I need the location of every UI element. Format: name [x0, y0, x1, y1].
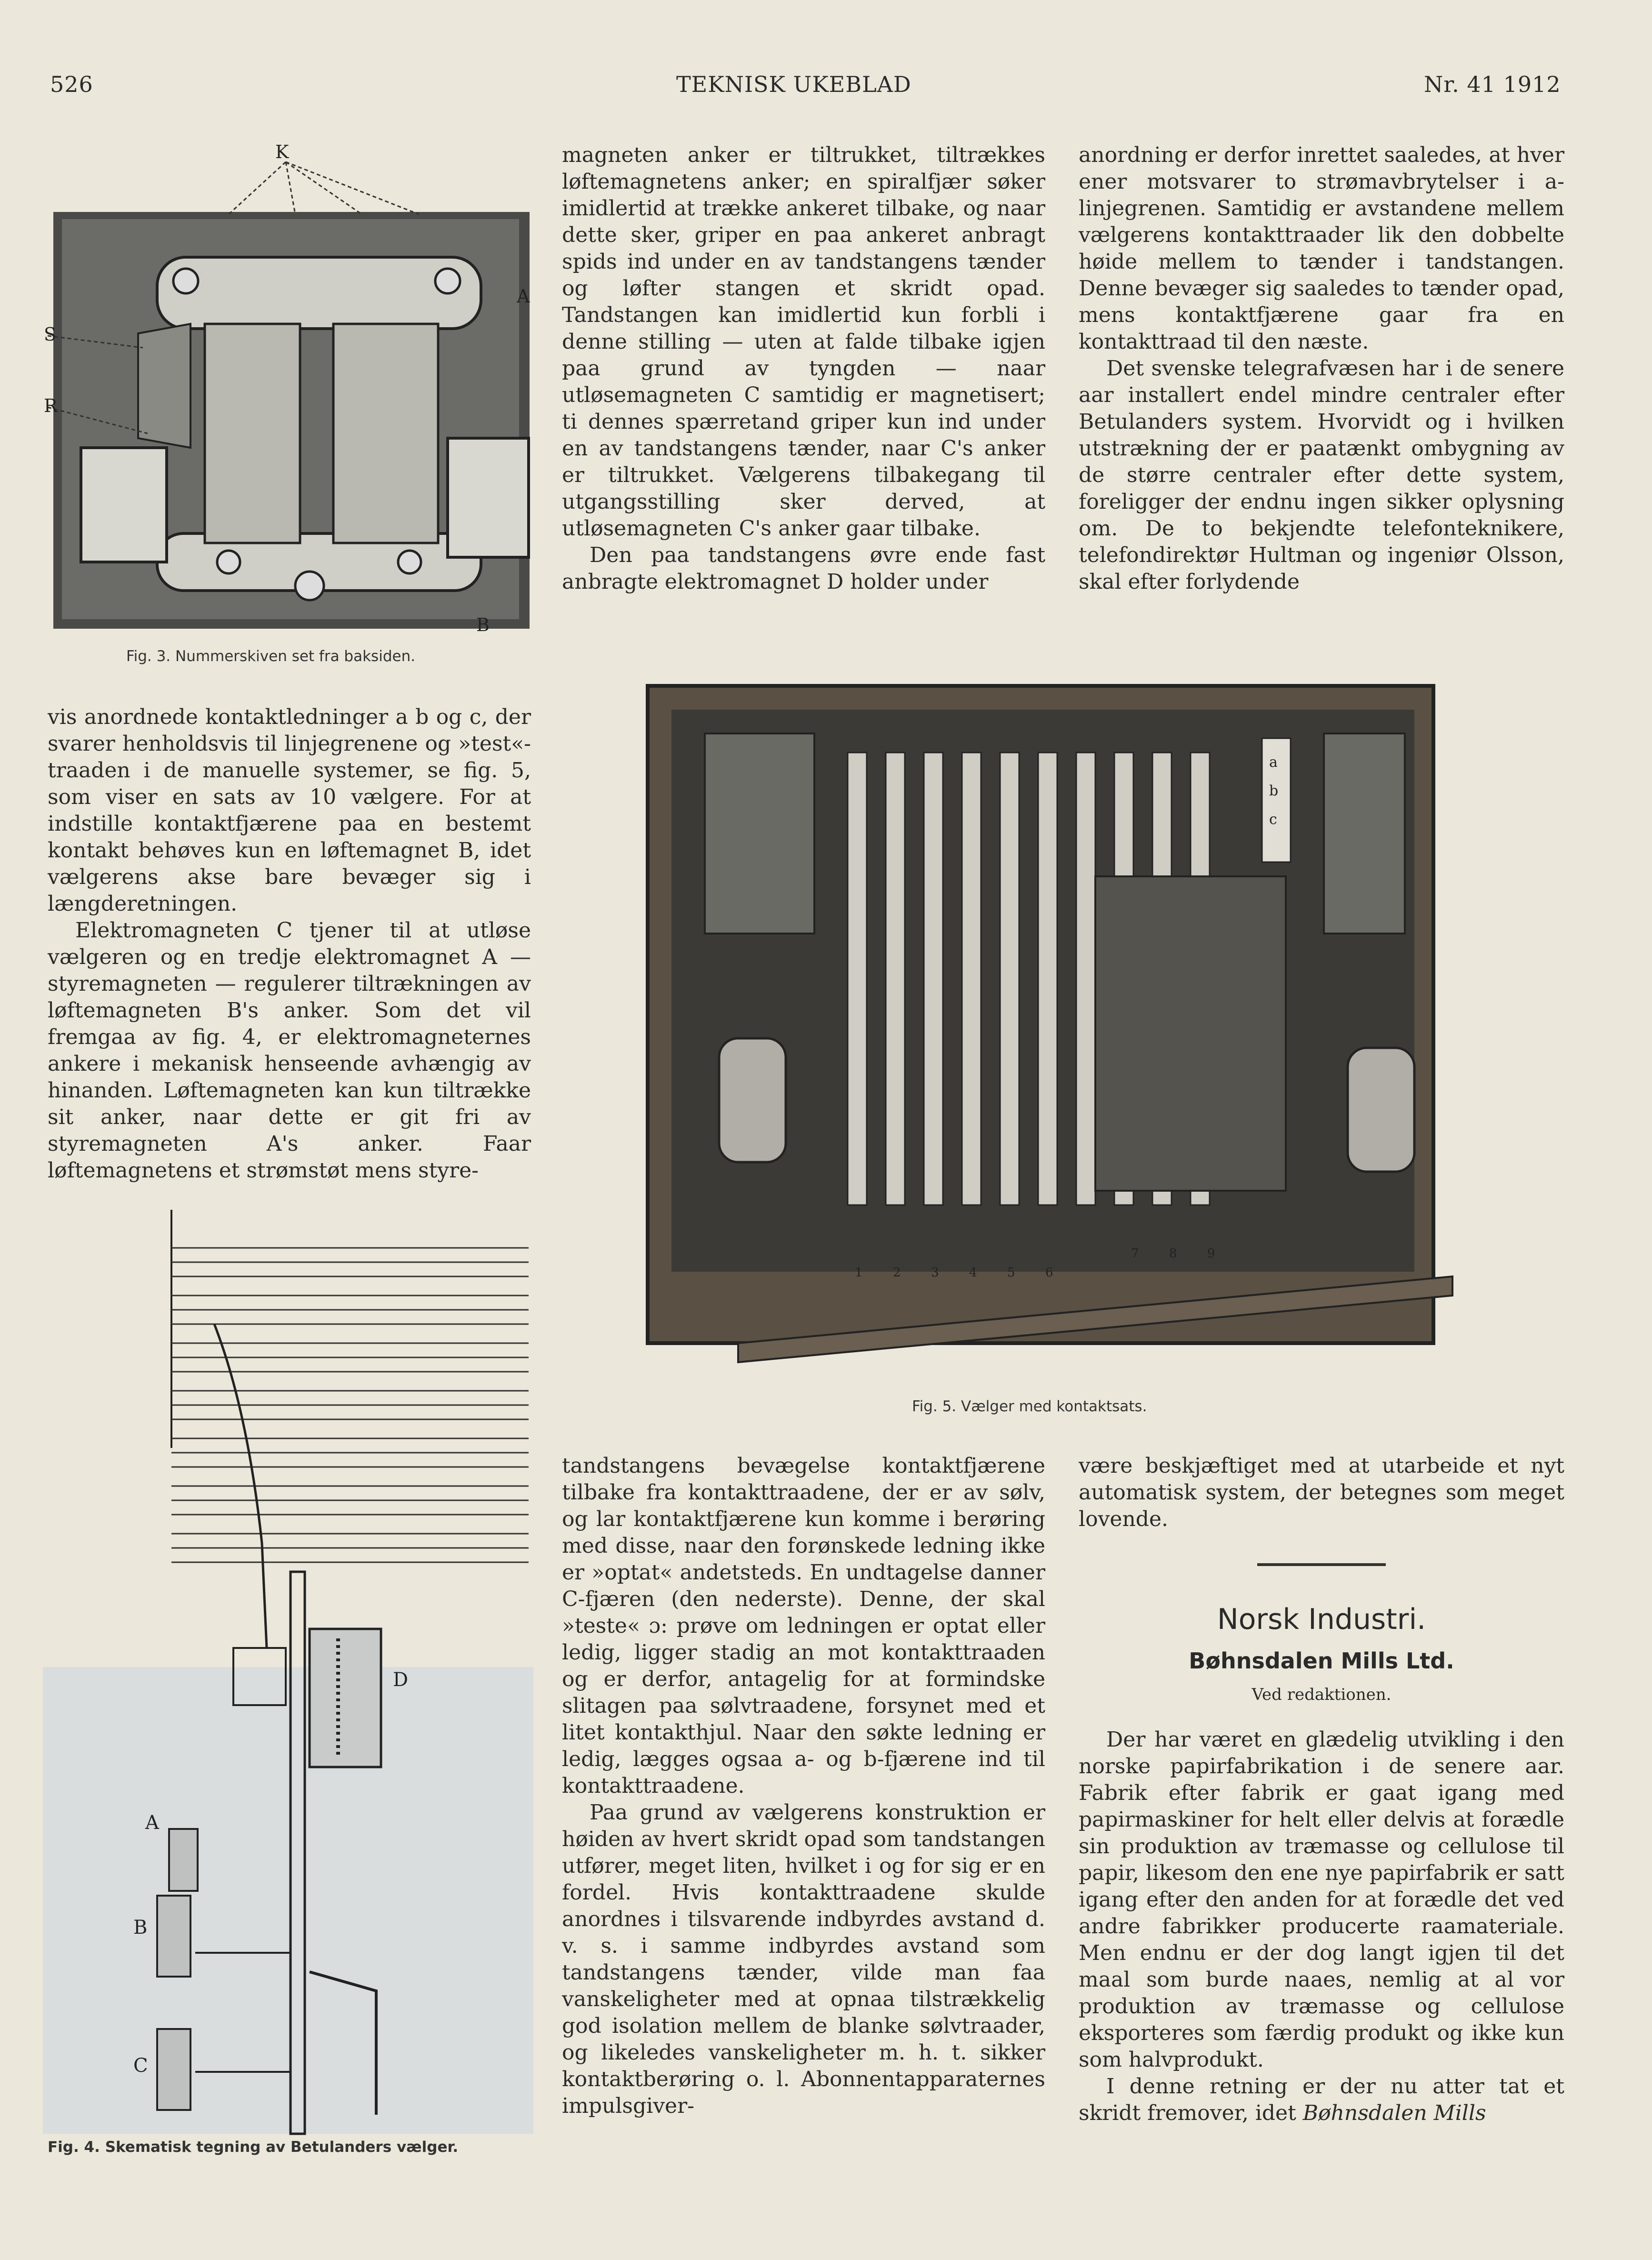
fig5-label-1: 1	[855, 1266, 863, 1280]
fig4-label-c: C	[133, 2055, 148, 2077]
section-divider	[1257, 1563, 1386, 1566]
article-subtitle: Bøhnsdalen Mills Ltd.	[1189, 1648, 1454, 1674]
column-3-top-text	[1079, 142, 1564, 595]
page-number: 526	[50, 71, 93, 97]
paragraph: Paa grund av vælgerens konstruktion er høiden av hvert skridt opad som tandstangen utfører, meget liten, hvilket i og for sig er en fordel. Hvis kontakttraadene skulde anordnes i tilsvarende indbyrdes avstand d. v. s. i samme indbyrdes avstand som tandstangens tænder, vilde man faa vanskeligheter med at opnaa tilstrækkelig god isolation mellem de blanke sølvtraader, og likeledes vanskeligheter m. h. t. sikker kontaktberøring o. l. Abonnentapparaternes impulsgiver-	[562, 1800, 1045, 2118]
company-name: Bøhnsdalen Mills	[1302, 2101, 1486, 2125]
section-title: Norsk Industri.	[1217, 1603, 1426, 1636]
fig5-label-2: 2	[893, 1266, 901, 1280]
paragraph: Elektromagneten C tjener til at utløse vælgeren og en tredje elektromagnet A — styremagneten — regulerer tiltrækningen av løftemagneten B's anker. Som det vil fremgaa av fig. 4, er elektromagneternes ankere i mekanisk henseende avhængig av hinanden. Løftemagneten kan kun tiltrække sit anker, naar dette er git fri av styremagneten A's anker. Faar løftemagnetens et strømstøt mens styre-	[48, 918, 531, 1183]
figure-4-caption: Fig. 4. Skematisk tegning av Betulanders vælger.	[48, 2139, 459, 2156]
column-1-text	[48, 704, 531, 1184]
column-2-top-text	[562, 142, 1045, 595]
figure-4-image	[43, 1210, 533, 2134]
paragraph: anordning er derfor inrettet saaledes, at hver ener motsvarer to strømavbrytelser i a-linjegrenen. Samtidig er avstandene mellem vælgerens kontakttraader lik den dobbelte høide mellem to tænder i tandstangen. Denne bevæger sig saaledes to tænder opad, mens kontaktfjærene gaar fra en kontakttraad til den næste.	[1079, 143, 1564, 354]
article-byline: Ved redaktionen.	[1252, 1685, 1392, 1704]
paragraph: vis anordnede kontaktledninger a b og c, der svarer henholdsvis til linjegrenene og »test«-traaden i de manuelle systemer, se fig. 5, som viser en sats av 10 vælgere. For at indstille kontaktfjærene paa en bestemt kontakt behøves kun en løftemagnet B, idet vælgerens akse bare bevæger sig i længderetningen.	[48, 705, 531, 916]
fig4-label-a: A	[145, 1812, 159, 1834]
paragraph-text: I denne retning er der nu atter tat et skridt fremover, idet	[1079, 2074, 1564, 2125]
fig3-label-s: S	[44, 324, 57, 345]
figure-3-image	[44, 141, 533, 635]
figure-5-caption: Fig. 5. Vælger med kontaktsats.	[912, 1398, 1147, 1415]
article-text	[1079, 1727, 1564, 2127]
fig5-label-4: 4	[969, 1266, 977, 1280]
fig5-label-3: 3	[931, 1266, 939, 1280]
fig3-label-r: R	[44, 395, 58, 416]
journal-title: TEKNISK UKEBLAD	[676, 71, 911, 97]
issue-number: Nr. 41 1912	[1424, 71, 1561, 97]
fig4-label-d: D	[393, 1669, 409, 1691]
column-2-bottom-text	[562, 1453, 1045, 2119]
paragraph: Det svenske telegrafvæsen har i de senere aar installert endel mindre centraler efter Betulanders system. Hvorvidt og i hvilken utstrækning der er paatænkt ombygning av de større centraler efter dette system, foreligger der endnu ingen sikker oplysning om. De to bekjendte telefonteknikere, telefondirektør Hultman og ingeniør Olsson, skal efter forlydende	[1079, 356, 1564, 594]
paragraph: magneten anker er tiltrukket, tiltrækkes løftemagnetens anker; en spiralfjær søker imidlertid at trække ankeret tilbake, og naar dette sker, griper en paa ankeret anbragt spids ind under en av tandstangens tænder og løfter stangen et skridt opad. Tandstangen kan imidlertid kun forbli i denne stilling — uten at falde tilbake igjen paa grund av tyngden — naar utløsemagneten C samtidig er magnetisert; ti dennes spærretand griper kun ind under en av tandstangens tænder, naar C's anker er tiltrukket. Vælgerens tilbakegang til utgangsstilling sker derved, at utløsemagneten C's anker gaar tilbake.	[562, 143, 1045, 541]
fig5-label-5: 5	[1007, 1266, 1015, 1280]
fig5-label-b: b	[1269, 783, 1279, 799]
fig5-label-6: 6	[1045, 1266, 1053, 1280]
figure-3-caption: Fig. 3. Nummerskiven set fra baksiden.	[126, 648, 416, 665]
fig5-label-7: 7	[1131, 1246, 1139, 1261]
paragraph: være beskjæftiget med at utarbeide et nyt automatisk system, der betegnes som meget lovende.	[1079, 1454, 1564, 1531]
fig4-label-b: B	[133, 1917, 148, 1939]
paragraph: Der har været en glædelig utvikling i den norske papirfabrikation i de senere aar. Fabrik efter fabrik er gaat igang med papirmaskiner for helt eller delvis at forædle sin produktion av træmasse og cellulose til papir, likesom den ene nye papirfabrik er satt igang efter den anden for at forædle det ved andre fabrikker producerte raamateriale. Men endnu er der dog langt igjen til det maal som burde naaes, nemlig at al vor produktion av træmasse og cellulose eksporteres som færdig produkt og ikke kun som halvprodukt.	[1079, 1728, 1564, 2072]
figure-5-image	[643, 657, 1452, 1391]
fig3-label-k: K	[275, 141, 289, 162]
paragraph: tandstangens bevægelse kontaktfjærene tilbake fra kontakttraadene, der er av sølv, og lar kontaktfjærene kun komme i berøring med disse, naar den forønskede ledning ikke er »optat« andetsteds. En undtagelse danner C-fjæren (den nederste). Denne, der skal »teste« ɔ: prøve om ledningen er optat eller ledig, ligger stadig an mot kontakttraaden og er derfor, antagelig for at formindske slitagen paa sølvtraadene, forsynet med et litet kontakthjul. Naar den søkte ledning er ledig, lægges ogsaa a- og b-fjærene ind til kontakttraadene.	[562, 1454, 1045, 1798]
fig5-label-9: 9	[1207, 1246, 1215, 1261]
fig3-label-b: B	[476, 614, 490, 635]
column-3-bottom-text	[1079, 1453, 1564, 1533]
paragraph	[1079, 2073, 1564, 2127]
fig5-label-a: a	[1269, 754, 1278, 771]
fig5-label-8: 8	[1169, 1246, 1177, 1261]
paragraph: Den paa tandstangens øvre ende fast anbragte elektromagnet D holder under	[562, 543, 1045, 594]
fig5-label-c: c	[1269, 811, 1277, 828]
fig3-label-a: A	[517, 286, 530, 307]
